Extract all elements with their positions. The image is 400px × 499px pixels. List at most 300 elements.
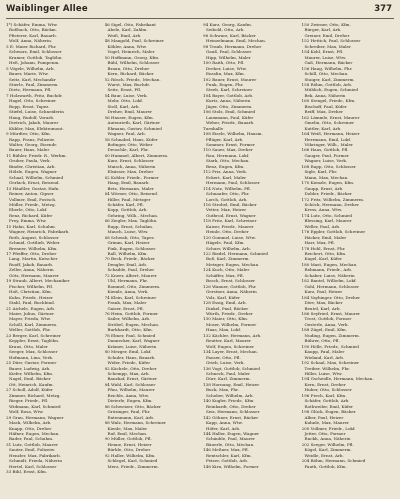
directory-entry: Beutel, Karl, Arb. [304,305,341,311]
directory-entry: Schaber, Luise, Näherin [304,272,355,278]
directory-entry: 11 Bühler, Friedr. R., Werkm. [6,152,67,158]
directory-entry: Bauer, Ludwig, Arb. [9,365,51,371]
directory-entry: Harr, Max, Pfl. [304,240,335,246]
directory-entry: 172 Fritz, Wilhelm, Zimmerm. [301,196,365,202]
directory-entry: Kurz, Paul, Heizer [304,289,343,295]
directory-entry: Gehring, Wilh., Mechan. [107,212,159,218]
directory-entry: 164 Weiß, Hermann, Heizer [301,131,360,137]
directory-entry: Haag, Emil, Bauarb. [107,180,150,186]
directory-entry: Bürkle, Otto, Dreher [107,447,151,453]
directory-entry: Nuding, Eugen, Zimmerm. [304,332,360,338]
directory-entry: Häfner, Eugen, Mechan. [9,430,60,436]
directory-entry: 130 Maier, Otto, Kfm. [203,316,249,322]
directory-entry: Schäfer, Gottlob, Arb. [304,398,350,404]
directory-entry: Mann, Max, Mechan. [304,174,349,180]
directory-entry: Kienle, Max, Maler [107,425,148,431]
directory-entry: 112 Friz, Anna, Verk. [203,169,247,175]
directory-entry: Schnaufer, Otto, Fhr. [206,191,250,197]
directory-entry: Bühl, Wilhelm, Schlosser [107,60,160,66]
directory-entry: Dietrich, Jakob, Maurer [9,120,59,126]
directory-entry: Renz, Richard, Küfer [9,212,53,218]
directory-entry: 98 Traub, Hermann, Dreher [203,43,262,49]
directory-entry: Oesterle, Anna, Verk. [304,321,349,327]
directory-entry: 68 Schwab, Otto, Tapez. [104,234,155,240]
directory-entry: 64 Wörner, Otto, Reisend. [104,191,159,197]
directory-entry: 106 Stolz, Emil, Schmied [203,109,256,115]
directory-entry: Lauxmann, Paul, Küfer [206,114,254,120]
directory-entry: 33 Bihl, Ernst, Kfm. [6,469,48,475]
directory-entry: Kugel, Karl, Küfer [304,256,342,262]
directory-entry: Weiß, Emil, Arb. [107,32,142,38]
directory-entry: Mühlich, Eugen, Schmied [304,87,358,93]
directory-entry: 122 Riedel, Hermann, Schmied [203,251,269,257]
directory-entry: Wurst, Max, Buchdr. [107,81,151,87]
directory-entry: Reichert, Otto, Kfm. [304,251,347,257]
directory-entry: Bek, Anna, Näherin [304,92,346,98]
directory-entry: 160 Stengel, Friedr., Kfm. [301,98,356,104]
directory-entry: 1*) Schäfer, Emma, Wtw. [6,22,58,27]
directory-entry: Krämer, Luise, Näherin [107,343,157,349]
directory-entry: 196 Frech, Karl, Kfm. [301,392,347,398]
directory-entry: Hermann, Paul, Schlosser [206,180,260,186]
directory-entry: 25 Dürr, Gustav, Former [6,360,57,366]
directory-entry: Schaible, Paul, Dreher [107,267,155,273]
directory-entry: Seibold, Otto, Arb. [206,27,245,33]
directory-entry: Wolf, Rosa, Wtw. [9,409,44,415]
directory-entry: Kübler, Max, Elektromont. [9,125,64,131]
directory-entry: 76 Heim, Gottlob, Former [104,311,159,317]
column-2 [105,22,198,492]
directory-entry: 56 Hauser, Eugen, Kfm. [104,114,154,120]
directory-entry: Dörr, Max, Bäcker [304,300,343,306]
running-head-street-name: Waiblinger Allee [6,4,88,14]
directory-entry: Moser, Wilhelm, Former [206,321,257,327]
directory-entry: 60 Hummel, Albert, Zimmerm. [104,152,169,158]
directory-entry: Gaiser, Ernst, Pfl. [107,305,144,311]
directory-entry: Kiemle, Anna, Verk. [107,289,149,295]
directory-entry: 136 Vogt, Gottlob, Schmied [203,365,261,371]
directory-entry: Bopp, Ernst, Tapez. [9,103,50,109]
directory-entry: Lang, Martin, Kutscher [9,256,58,262]
directory-entry: Weller, Gottlob, Fhr. [9,327,51,333]
directory-entry: Ruckh, Anna, Näherin [304,436,351,442]
directory-entry: Rommel, Otto, Zimmerm. [107,283,161,289]
directory-entry: Wolf, Eugen, Schreiner [206,343,255,349]
directory-entry: Kuhnle, Max, Maurer [304,420,349,426]
directory-entry: Weller, Paul, Arb. [304,223,341,229]
directory-entry: Kögel, Karl, Zimmerm. [304,447,352,453]
directory-entry: 104 Bayer, Gottlob, Arb. [203,92,254,98]
directory-entry: Schöck, Hermann, Dreher [304,201,359,207]
directory-entry: Rebmann, Friedr., Arb. [304,267,353,273]
directory-entry: Kress, Anna, Wtw. [304,207,343,213]
directory-entry: Bürger, Karl, Arb. [304,27,342,33]
directory-entry: 88 Walz, Hermann, Schreiner [104,420,166,426]
directory-entry: 15 Hahn, Karl, Schuhm. [6,223,56,229]
directory-entry: 142 Göhner, Ernst, Bäcker [203,414,259,420]
directory-entry: Gruber, Paula, Verk. [9,158,51,164]
directory-entry: Wagner, Paul, Arb. [107,131,146,137]
directory-entry: 7 Holzwarth, Fritz, Buchdr. [6,92,63,98]
directory-entry: 180 Mast, Eugen, Mechan. [301,261,358,267]
directory-entry: Wider, Friedr., Küfer [107,360,151,366]
directory-entry: Mayer, Frieda, Wtw. [9,316,51,322]
directory-entry: Kaupp, Paul, Maler [304,349,345,355]
directory-entry: Seitz, Ernst, Pfl. [107,87,142,93]
directory-entry: 158 Röhm, Gottlob, Arb. [301,81,353,87]
directory-entry: Heinzelmann, Emil, Mechan. [206,38,267,44]
directory-entry: 62 Kohler, Friedr., Former [104,174,159,180]
directory-entry: Vollmer, Emil, Postsch. [9,196,57,202]
directory-entry: Kaiser, Friedr., Maurer [206,223,254,229]
directory-entry: 140 Kugler, Friedr., Kfm. [203,398,255,404]
directory-entry: Stierle, Paul, Zimmerm. [9,81,59,87]
directory-entry: Abele, Karl, Zahlm. [107,27,148,33]
directory-entry: Sigle, Karl, Fhr. [304,169,338,175]
directory-entry: Schöll, Karl, Zimmerm. [9,321,58,327]
directory-entry: Rapp, Franz, Polizeiw. [9,136,55,142]
directory-entry: Stahl, Paul, Buchbind. [9,300,56,306]
directory-entry: Dürr, Karl, Zimmerm. [206,376,251,382]
directory-entry: Heinle, Otto, Dreher [206,229,249,235]
directory-columns [6,22,394,492]
directory-entry: 86 Schweizer, Otto, Bäcker [104,403,161,409]
directory-entry: Würth, Friedr., Dreher [206,311,253,317]
directory-entry: 184 Vayhinger, Otto, Dreher [301,294,361,300]
directory-entry: Zeller, Anna, Näherin [9,267,54,273]
directory-entry: Stiefel, Luise, Schneiderin [9,109,64,115]
directory-entry: Fischer, Wilhelm, Pfl. [9,283,54,289]
directory-entry: Schober, Wilhelm, Arb. [206,392,254,398]
directory-entry: 168 Rapp, Otto, Schlosser [301,163,356,169]
directory-entry: 166 Haas, Gottlob, Pfl. [301,147,349,153]
directory-entry: Betz, Hermann, Maler [107,185,154,191]
directory-entry: Bührer, Otto, Pfl. [304,338,340,344]
directory-entry: Schuler, Hans, Bauarb. [107,354,156,360]
directory-entry: 182 Bantel, Wilhelm, Lokf. [301,278,357,284]
directory-entry: 150 Zwirner, Otto, Kfm. [301,22,351,27]
directory-entry: Bauer, Hans, Maler [9,147,50,153]
directory-entry: 82 Kächele, Otto, Dreher [104,365,157,371]
directory-entry: Hertel, Karl, Schlosser [9,463,57,469]
directory-entry: 146 Meßner, Max, Pfl. [203,447,249,453]
directory-entry: Gaß, Hermann, Bäcker [304,60,353,66]
directory-entry: 102 Bauer, Ernst, Maurer [203,76,257,82]
directory-entry: 74 Klein, Karl, Schreiner [104,294,157,300]
directory-entry: 9 Mürdter, Otto, Kfm. [6,131,51,137]
directory-entry: Bischoff, Paul, Küfer [304,103,347,109]
directory-entry: 84 Wahl, Karl, Schlosser [104,381,156,387]
directory-entry: Jetter, Otto, Former [304,430,346,436]
directory-entry: Schempp, Max, Arb. [107,371,150,376]
directory-entry: 148 Kirn, Wilhelm, Former [203,463,259,469]
directory-entry: 3 E: Maier Richard, Fhr. [6,43,57,49]
directory-entry: 90 Müller, Gottlob, Pfl. [104,436,152,442]
directory-entry: Brenner, Wilhelm, Kfm. [9,245,58,251]
directory-entry: Entenmann, Karl, Arb. [107,414,155,420]
directory-entry: Gerstner, Anna, Näherin [206,289,257,295]
directory-entry: Jäger, Otto, Zimmerm. [206,103,253,109]
directory-entry: Kuttler, Karl, Arb. [304,125,342,131]
directory-entry: Pfisterer, Karl, Bauarb. [9,32,57,38]
directory-entry: 126 Wanner, Gottlob, Fhr. [203,283,257,289]
directory-entry: Gaupp, Ernst, Arb. [304,185,344,191]
directory-entry: Dreher, Luise, Wtw. [206,65,247,71]
directory-entry: Köhler, Anna, Wtw. [107,43,147,49]
directory-entry: Gohl, Hermann, Schlosser [304,283,360,289]
directory-entry: Weidle, Ernst, Arb. [304,452,344,458]
directory-entry: Kapp, Anna, Wtw. [206,420,243,426]
directory-entry: Höfer, Karl, Arb. [206,425,241,431]
directory-entry: Haug, Rudolf, Vorarb. [9,114,55,120]
directory-entry: Maisch, Anna, Näherin [107,163,156,169]
directory-entry: Reinhardt, Otto, Dreher [206,403,256,409]
directory-entry: Hiller, Paul, Metzger [107,196,151,202]
directory-entry: Dieterle, Eugen, Kfm. [107,398,153,404]
directory-entry: Kuhn, Friedr., Heizer [9,294,53,300]
directory-entry: 156 Haug, Wilhelm, Fhr. [301,65,353,71]
directory-entry: Sauter, Emil, Polizeiw. [9,447,56,453]
directory-entry: Maurer, Luise, Wtw. [304,54,347,60]
directory-entry: Häcker, Emil, Maler [304,234,347,240]
directory-entry: Müller, Friedr., Metzg. [9,201,56,207]
directory-entry: Stoll, Karl, Arb. [107,103,140,109]
directory-entry: 188 Zügel, Emil, Kfm. [301,327,347,333]
directory-entry: Rentschler, Karl, Kfm. [206,452,252,458]
directory-entry: Stark, Otto, Mechan. [206,158,250,164]
directory-entry: Blessing, Karl, Maurer [304,218,352,224]
directory-entry: Mohr, Otto, Lokf. [107,98,143,104]
directory-entry: Rothweiler, Emil, Küfer [304,403,353,409]
directory-entry: 110 Sauer, Max, Dreher [203,147,253,153]
directory-entry: Schäfer, Karl, Pfl. [107,201,144,207]
directory-entry: 31 Lutz, Gottlob, Maurer [6,441,58,447]
directory-entry: 13 Häußler, Gustav, Hafn. [6,185,60,191]
directory-entry: Bofinger, Otto, Weber [107,141,153,147]
directory-entry: 200 Vollmer, Friedr., Lokf. [301,425,356,431]
directory-entry: Eberle, Otto, Lokf. [9,207,48,213]
directory-entry: Buck, Max, Fhr. [206,387,239,393]
directory-entry: Seeger, Max, Schlosser [9,349,58,355]
directory-entry: Fetzer, Gottlob, Arb. [206,458,249,464]
column-3 [203,22,296,492]
directory-entry: Hoß, Christian, Kfm. [9,289,52,295]
directory-entry: 204 Böhm, Hermann, Schmied [301,458,366,464]
directory-entry: Kiefer, Wilhelm, Kfm. [9,371,54,376]
directory-entry: Reiner, Anton, Gipser [9,191,54,197]
directory-entry: Grözinger, Paul, Fhr. [107,409,151,415]
directory-entry: Burkhardt, Otto, Kfm. [107,327,153,333]
directory-entry: 108 Eisele, Wilhelm, Hausm. [203,131,263,137]
directory-entry: Frank, Max, Maler [107,300,147,306]
directory-entry: 190 Hölle, Friedr., Schmied [301,343,359,349]
directory-entry: Schwarz, Emil, Schlosser [9,49,62,55]
directory-entry: Turnhalle [203,125,224,131]
directory-entry: 138 Hornung, Emil, Heizer [203,381,260,387]
directory-entry: Kraus, Otto, Maler [9,343,48,349]
directory-entry: 114 Notz, Wilhelm, Pfl. [203,185,251,191]
directory-entry: 46 Sigel, Otto, Fabrikant [104,22,156,27]
directory-entry: Kramer, Gottlob, Taglöhn. [9,54,63,60]
directory-entry: 50 Hoffmann, Georg, Kfm. [104,54,160,60]
directory-entry: Wieland, Karl, Arb. [304,354,345,360]
directory-entry: Wagner, Heinrich, Fabrikarb. [9,229,70,235]
directory-entry: Reutter, Karl, Maurer [206,338,251,344]
directory-entry: Hofmann, Lina, Verk. [9,354,54,360]
directory-entry: Wolf, Anna, Näherin. [9,38,53,44]
directory-entry: Schill, Otto, Mechan. [304,71,349,77]
directory-entry: Reiff, Max, Dreher [304,109,343,115]
directory-entry: Reichle, Anna, Wtw. [107,392,150,398]
directory-entry: Metzger, Eugen, Mechan. [206,261,260,267]
directory-entry: Rieger, Friedr., Pfl. [9,398,49,404]
directory-entry: 192 Schaal, Max, Schreiner [301,360,360,366]
directory-entry: 194 Gscheidle, Hermann, Mechan. [301,376,374,382]
page-number: 377 [374,4,392,14]
directory-entry: 120 Gommel, Luise, Wtw. [203,234,256,240]
directory-entry: Greiner, Emil, Dreher [304,32,350,38]
directory-entry: 94 Kurz, Georg, Kaufm. [203,22,253,27]
directory-entry: Lorch, Gottlob, Arb. [206,196,248,202]
directory-entry: 27 Scholl, Adolf, Küfer [6,387,53,393]
column-4 [302,22,395,492]
directory-entry: 124 Kuch, Otto, Maler [203,267,250,273]
directory-entry: Keppler, Ernst, Taglöhn. [9,338,60,344]
directory-entry: 66 Ziegler, Max, Taglöhn. [104,218,158,224]
directory-entry: 128 Essig, Emil, Arb. [203,300,247,306]
directory-entry: Hagel, Otto, Schreiner [9,98,57,104]
directory-entry: Gutbrod, Ernst, Wagner [206,212,256,218]
directory-entry: Heß, Johann, Pumpenm. [9,60,60,66]
directory-entry: Henne, Ernst, Heizer [107,441,152,447]
directory-entry: Benz, Eugen, Kfm. [206,163,245,169]
directory-entry: 162 Lämmle, Ernst, Maurer [301,114,360,120]
directory-entry: 21 Aichele, Eugen, Arb. [6,305,56,311]
directory-entry: Grieb, Luise, Verk. [206,360,245,366]
directory-entry: Zimmer, Richard, Metzg. [9,392,61,398]
directory-entry: 17 Pfeiffer, Otto, Dreher [6,251,57,257]
directory-entry: Hipp, Wilhelm, Maler [206,54,251,60]
directory-entry: Frey, Emma, Wtw. [9,218,47,224]
directory-entry: Elsässer, Max, Dreher [107,169,154,175]
directory-entry: 176 Eppler, Gottlob, Schreiner [301,229,366,235]
directory-entry: Pflüger, Karl, Arb. [206,136,244,142]
directory-entry: 144 Haller, Eugen, Wagner [203,430,260,436]
directory-entry: Vöhringer, Wilh., Maler [304,141,353,147]
directory-entry: Götz, Hermann, Maurer [9,272,59,278]
directory-entry: Fauth, Gottlob, Kfm. [304,463,347,469]
directory-entry: Gerlach, Ernst, Reisend. [9,180,60,186]
directory-entry: 198 Glück, Eugen, Bäcker [301,409,356,415]
directory-entry: 52 Rösch, Friedr., Mechan. [104,76,161,82]
directory-entry: Eckert, Karl, Maler [206,174,247,180]
directory-entry: Grimm, Karl, Heizer [107,240,150,246]
directory-entry: 178 Hohl, Ernst, Fhr. [301,245,346,251]
directory-entry: Fauser, Otto, Pfl. [206,354,241,360]
directory-entry: Fink, Eugen, Schlosser [107,245,156,251]
directory-entry: Schmidt, Frieda, Näherin [9,458,62,464]
directory-entry: Kern, Richard, Bäcker [107,71,154,77]
directory-entry: Funk, Eugen, Fhr. [206,81,244,87]
directory-entry: 5 Vögele, Wilhelm, Arb. [6,65,55,71]
directory-entry: Walter, Georg, Eisendr. [9,141,58,147]
directory-entry: 100 Raith, Otto, Pfl. [203,60,245,66]
directory-entry: Staiger, Karl, Zimmerm. [304,76,355,82]
directory-entry: Schäffer, Max, Pfl. [206,272,244,278]
directory-entry: 134 Layer, Ernst, Mechan. [203,349,258,355]
directory-entry: Widmann, Karl, Schmied [9,403,61,409]
directory-entry: Nagel, Emil, Bäcker [9,376,51,382]
directory-entry: Maier, Julius, Gärtner [9,311,55,317]
directory-entry: Hiller, Luise, Wtw. [304,371,343,376]
directory-entry: Schäuble, Paul, Maurer [206,436,255,442]
directory-entry: Alber, Paul, Heizer [304,414,344,420]
directory-entry: 72 Kneer, Albert, Maurer [104,272,157,278]
directory-entry: 54 Baur, Luise, Verk. [104,92,148,98]
directory-entry: 116 Strobel, Emil, Bäcker [203,201,257,207]
directory-entry: Weber, Friedr., Bauarb. [206,120,255,126]
directory-entry: Banzhaf, Ernst, Gärtner [107,376,158,382]
directory-entry: Hägele, Paul, Kfm. [206,240,245,246]
directory-entry: Kurz, Ernst, Schlosser [107,158,154,164]
directory-entry: Merz, Friedr., Zimmerm. [107,463,159,469]
directory-entry: 186 Seyfried, Ernst, Maurer [301,311,361,317]
directory-entry: Dietz, Hermann, Pfl. [9,87,52,93]
directory-entry: Vogel, Heinrich, Maler [107,49,155,55]
directory-entry: 174 Lutz, Otto, Schmied [301,212,353,218]
directory-entry: Herrmann, Emil, Lokf. [304,136,352,142]
directory-entry: Bosch, Ernst, Schlosser [206,278,256,284]
directory-entry: 70 Beck, Friedr., Bäcker [104,256,155,262]
directory-entry: Schmid, Gottlieb, Weber [9,240,60,246]
directory-entry: 48 Mangold, Paul, Schreiner [104,38,164,44]
directory-entry: Gauger, Paul, Former [304,152,349,158]
directory-entry: Hölzle, Eugen, Wagner [9,169,57,175]
directory-entry: 170 Kienzle, Eugen, Kfm. [301,180,355,186]
directory-entry: 80 Mezger, Emil, Lokf. [104,349,152,355]
directory-entry: Schlegel, Karl, Schmied [107,458,158,464]
column-1 [6,22,99,492]
directory-entry: Boß, Karl, Zimmerm. [206,256,250,262]
directory-entry: Dinkel, Paul, Bäcker [206,305,249,311]
directory-entry: Volz, Karl, Küfer [206,294,240,300]
directory-entry: Ehmann, Gustav, Schmied [107,125,162,131]
directory-entry: Sommer, Ernst, Former [206,141,255,147]
directory-entry: Ensslin, Max, Kfm. [206,71,245,77]
directory-entry: 29 Grau, Hermann, Wagner [6,414,64,420]
directory-entry: Dreher, Emil, Maurer [107,109,153,115]
directory-entry: Schaal, Wilhelm, Schmied [9,174,64,180]
directory-entry: Rau, Hermann, Lokf. [206,152,250,158]
directory-entry: 96 Schwarz, Karl, Bäcker [203,32,256,38]
directory-entry: Henzler, Max, Fabrikarb. [9,452,61,458]
directory-entry: Binder, Christian, Arb. [9,163,56,169]
directory-entry: Ott, Heinrich, Kaufm. [9,381,54,387]
directory-entry: 58 Schnabel, Hans, Küfer [104,136,158,142]
directory-entry: Ströbel, Eugen, Mechan. [107,321,160,327]
directory-entry: Roth, August, Schlosser [9,234,59,240]
directory-entry: Seitz, Karl, Mechanikr [9,76,56,82]
directory-entry: Bauer, Marie, Wtw. [9,71,49,77]
directory-entry: 19 Straub, Albert, Mechaniker [6,278,70,284]
directory-entry: Dannecker, Karl, Wagner [107,338,160,344]
directory-entry: Seiz, Hermann, Schlosser [206,409,260,415]
directory-entry: Kopp, Gottlob, Arb. [107,207,148,213]
directory-entry: Dobler, Friedr., Bäcker [304,191,352,197]
directory-entry: Schurr, Wilhelm, Arb. [206,245,251,251]
directory-entry: 154 Kohl, Ernst, Pfl. [301,49,344,55]
directory-entry: 202 Seeger, Wilhelm, Pfl. [301,441,354,447]
